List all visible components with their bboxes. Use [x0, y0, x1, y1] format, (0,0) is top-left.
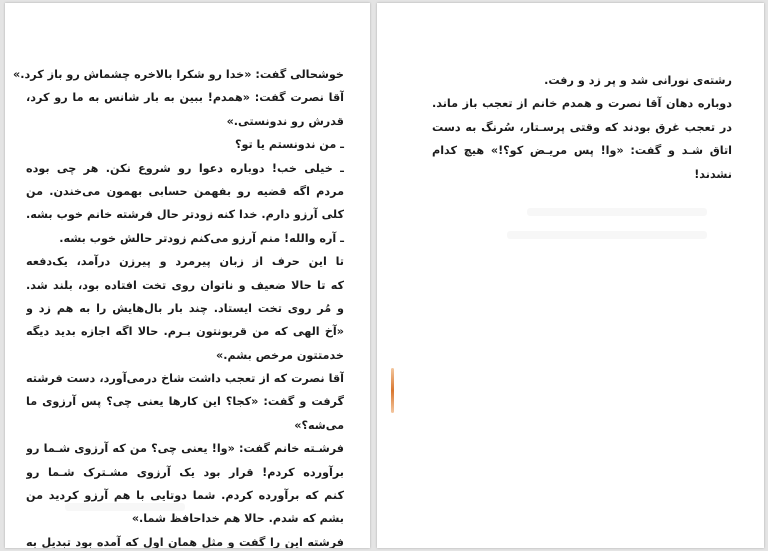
text-line: مردم اگه قضیه رو بفهمن حسابی بهمون می‌خندن. من — [26, 184, 344, 198]
text-line: «آخ الهی که من قربونتون بـرم. حالا اگه اجازه بدید دیگه — [26, 325, 344, 339]
binding-mark — [391, 368, 394, 413]
text-line: گرفت و گفت: «کجا؟ این کارها یعنی چی؟ پس آرزوی ما — [26, 395, 344, 409]
text-line: بشم که شدم. حالا هم خداحافظ شما.» — [131, 512, 344, 526]
text-line: ـ آره والله! منم آرزو می‌کنم زودتر حالش خوب بشه. — [59, 231, 344, 245]
right-page-text — [432, 69, 732, 186]
text-line: اتاق شـد و گفت: «وا! پس مریـض کو؟!» هیچ کدام — [432, 144, 732, 158]
text-line: ـ خیلی خب! دوباره دعوا رو شروع نکن. هر چی بوده — [26, 161, 344, 175]
text-line: در تعجب غرق بودند که وقتی پرسـتار، سُرنگ به دست — [432, 120, 732, 134]
text-line: آقا نصرت گفت: «همدم! ببین به بار شانس به ما رو کرد، — [26, 91, 344, 105]
faint-bleed-through — [65, 503, 185, 511]
text-line: کلی آرزو دارم. خدا کنه زودتر حال فرشته خانم خوب بشه. — [26, 208, 344, 222]
text-line: و مُر روی تخت ایستاد. چند بار بال‌هایش را به هم زد و — [26, 301, 344, 315]
text-line: نشدند! — [694, 167, 732, 181]
text-line: کنم که برآورده کردم. شما دوتایی با هم آرزو کردید من — [26, 489, 344, 503]
text-line: تا این حرف از زبان پیرمرد و پیرزن درآمد، یک‌دفعه — [26, 255, 344, 269]
text-line: که تا حالا ضعیف و ناتوان روی تخت افتاده بود، بلند شد. — [26, 278, 344, 292]
text-line: می‌شه؟» — [294, 418, 344, 432]
text-line: خوشحالی گفت: «خدا رو شکرا بالاخره چشماش رو باز کرد.» — [13, 68, 344, 81]
text-line: برآورده کردم! قرار بود یک آرزوی مشـترک شـما رو — [26, 465, 344, 479]
text-line: آقا نصرت که از تعجب داشت شاخ درمی‌آورد، دست فرشته — [26, 372, 344, 386]
text-line: ـ من ندونستم یا تو؟ — [234, 138, 344, 152]
faint-bleed-through — [527, 208, 707, 216]
faint-bleed-through — [507, 231, 707, 239]
right-page — [377, 3, 764, 548]
text-line: فرشته این را گفت و مثل همان اول که آمده بود تبدیل به — [26, 535, 344, 548]
text-line: دوباره دهان آقا نصرت و همدم خانم از تعجب باز ماند. — [432, 97, 732, 111]
text-line: فرشـته خانم گفت: «وا! یعنی چی؟ من که آرزوی شـما رو — [26, 442, 344, 456]
left-page — [5, 3, 370, 548]
text-line: خدمتتون مرخص بشم.» — [216, 348, 344, 362]
text-line: رشته‌ی نورانی شد و پر زد و رفت. — [544, 74, 732, 87]
left-page-text — [13, 63, 344, 548]
text-line: قدرش رو ندونستی.» — [226, 114, 344, 128]
